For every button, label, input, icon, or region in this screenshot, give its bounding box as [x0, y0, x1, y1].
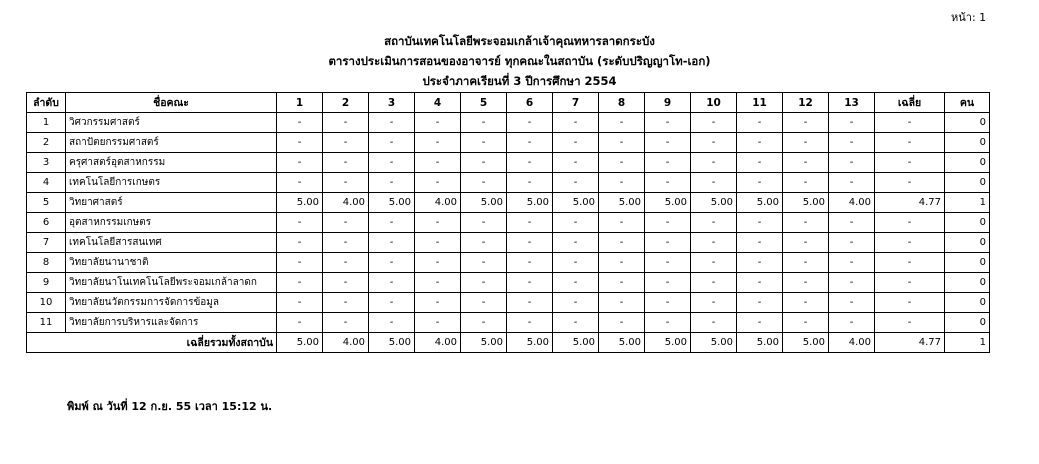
faculty-name: วิศวกรรมศาสตร์ — [66, 113, 277, 133]
score-cell: - — [829, 173, 875, 193]
score-cell: - — [783, 213, 829, 233]
score-cell: - — [323, 113, 369, 133]
score-cell: - — [461, 133, 507, 153]
total-average-cell: 4.77 — [875, 333, 945, 353]
score-cell: - — [829, 313, 875, 333]
score-cell: - — [461, 293, 507, 313]
table-row — [27, 173, 990, 193]
total-score-cell: 5.00 — [599, 333, 645, 353]
table-row — [27, 273, 990, 293]
table-row — [27, 253, 990, 273]
score-cell: - — [599, 273, 645, 293]
score-cell: - — [369, 173, 415, 193]
score-cell: - — [323, 173, 369, 193]
score-cell: - — [645, 213, 691, 233]
faculty-name: วิทยาลัยการบริหารและจัดการ — [66, 313, 277, 333]
table-row — [27, 113, 990, 133]
count-cell: 0 — [945, 253, 990, 273]
score-cell: - — [415, 133, 461, 153]
score-cell: - — [737, 133, 783, 153]
row-number: 6 — [27, 213, 66, 233]
score-cell: - — [829, 133, 875, 153]
column-header: ลำดับ — [27, 93, 66, 113]
score-cell: - — [277, 213, 323, 233]
faculty-name: ครุศาสตร์อุตสาหกรรม — [66, 153, 277, 173]
column-header: 12 — [783, 93, 829, 113]
score-cell: - — [553, 213, 599, 233]
count-cell: 0 — [945, 113, 990, 133]
score-cell: - — [323, 273, 369, 293]
score-cell: - — [415, 233, 461, 253]
page-number: หน้า: 1 — [951, 11, 987, 24]
table-row — [27, 233, 990, 253]
table-row — [27, 213, 990, 233]
score-cell: - — [829, 233, 875, 253]
score-cell: - — [783, 113, 829, 133]
score-cell: - — [599, 173, 645, 193]
score-cell: - — [645, 253, 691, 273]
average-cell: - — [875, 273, 945, 293]
count-cell: 1 — [945, 193, 990, 213]
score-cell: - — [691, 233, 737, 253]
column-header: 13 — [829, 93, 875, 113]
faculty-name: อุตสาหกรรมเกษตร — [66, 213, 277, 233]
row-number: 4 — [27, 173, 66, 193]
score-cell: - — [461, 253, 507, 273]
total-score-cell: 5.00 — [645, 333, 691, 353]
count-cell: 0 — [945, 233, 990, 253]
score-cell: - — [507, 293, 553, 313]
score-cell: - — [507, 273, 553, 293]
score-cell: 5.00 — [599, 193, 645, 213]
score-cell: - — [783, 313, 829, 333]
score-cell: - — [829, 113, 875, 133]
score-cell: - — [415, 313, 461, 333]
score-cell: - — [691, 113, 737, 133]
average-cell: - — [875, 173, 945, 193]
score-cell: 5.00 — [691, 193, 737, 213]
score-cell: - — [553, 293, 599, 313]
row-number: 2 — [27, 133, 66, 153]
score-cell: - — [829, 153, 875, 173]
count-cell: 0 — [945, 153, 990, 173]
score-cell: - — [783, 293, 829, 313]
column-header: 7 — [553, 93, 599, 113]
score-cell: - — [369, 293, 415, 313]
score-cell: - — [829, 293, 875, 313]
score-cell: - — [553, 273, 599, 293]
column-header: เฉลี่ย — [875, 93, 945, 113]
score-cell: - — [783, 173, 829, 193]
column-header: 8 — [599, 93, 645, 113]
count-cell: 0 — [945, 293, 990, 313]
score-cell: - — [829, 273, 875, 293]
score-cell: - — [599, 113, 645, 133]
score-cell: - — [553, 133, 599, 153]
score-cell: - — [645, 313, 691, 333]
score-cell: - — [415, 273, 461, 293]
score-cell: - — [691, 173, 737, 193]
score-cell: - — [645, 293, 691, 313]
table-row — [27, 293, 990, 313]
score-cell: - — [507, 253, 553, 273]
score-cell: - — [599, 213, 645, 233]
score-cell: - — [691, 253, 737, 273]
score-cell: - — [737, 233, 783, 253]
score-cell: 5.00 — [369, 193, 415, 213]
score-cell: - — [553, 153, 599, 173]
score-cell: - — [691, 273, 737, 293]
total-score-cell: 5.00 — [783, 333, 829, 353]
score-cell: - — [369, 153, 415, 173]
score-cell: - — [277, 313, 323, 333]
total-score-cell: 5.00 — [737, 333, 783, 353]
score-cell: - — [277, 113, 323, 133]
row-number: 10 — [27, 293, 66, 313]
score-cell: - — [507, 153, 553, 173]
score-cell: - — [461, 213, 507, 233]
total-score-cell: 5.00 — [507, 333, 553, 353]
total-score-cell: 5.00 — [369, 333, 415, 353]
column-header: คน — [945, 93, 990, 113]
score-cell: - — [461, 153, 507, 173]
score-cell: - — [277, 133, 323, 153]
table-row — [27, 193, 990, 213]
institute-title: สถาบันเทคโนโลยีพระจอมเกล้าเจ้าคุณทหารลาดกระบัง — [384, 34, 655, 48]
row-number: 11 — [27, 313, 66, 333]
score-cell: - — [277, 153, 323, 173]
score-cell: - — [599, 153, 645, 173]
score-cell: - — [737, 173, 783, 193]
score-cell: - — [323, 133, 369, 153]
column-header: 2 — [323, 93, 369, 113]
score-cell: - — [783, 233, 829, 253]
score-cell: - — [645, 273, 691, 293]
score-cell: - — [645, 153, 691, 173]
row-number: 9 — [27, 273, 66, 293]
score-cell: - — [553, 233, 599, 253]
score-cell: 4.00 — [829, 193, 875, 213]
table-body — [27, 113, 990, 353]
score-cell: - — [507, 213, 553, 233]
score-cell: 5.00 — [461, 193, 507, 213]
score-cell: - — [369, 113, 415, 133]
semester-title: ประจำภาคเรียนที่ 3 ปีการศึกษา 2554 — [422, 74, 617, 88]
score-cell: - — [415, 213, 461, 233]
column-header: 9 — [645, 93, 691, 113]
score-cell: - — [369, 313, 415, 333]
score-cell: - — [599, 293, 645, 313]
total-score-cell: 4.00 — [415, 333, 461, 353]
total-score-cell: 5.00 — [461, 333, 507, 353]
score-cell: - — [277, 173, 323, 193]
total-label: เฉลี่ยรวมทั้งสถาบัน — [27, 333, 277, 353]
score-cell: - — [415, 113, 461, 133]
score-cell: - — [369, 253, 415, 273]
score-cell: - — [461, 313, 507, 333]
score-cell: - — [507, 173, 553, 193]
report-title: ตารางประเมินการสอนของอาจารย์ ทุกคณะในสถาบัน (ระดับปริญญาโท-เอก) — [328, 54, 711, 68]
total-row — [27, 333, 990, 353]
row-number: 1 — [27, 113, 66, 133]
average-cell: 4.77 — [875, 193, 945, 213]
score-cell: - — [369, 133, 415, 153]
column-header: 6 — [507, 93, 553, 113]
score-cell: - — [369, 213, 415, 233]
score-cell: - — [691, 213, 737, 233]
score-cell: - — [737, 293, 783, 313]
column-header: 10 — [691, 93, 737, 113]
average-cell: - — [875, 233, 945, 253]
count-cell: 0 — [945, 313, 990, 333]
score-cell: 5.00 — [277, 193, 323, 213]
score-cell: - — [323, 153, 369, 173]
total-score-cell: 5.00 — [277, 333, 323, 353]
print-timestamp: พิมพ์ ณ วันที่ 12 ก.ย. 55 เวลา 15:12 น. — [67, 400, 273, 413]
average-cell: - — [875, 133, 945, 153]
score-cell: - — [553, 113, 599, 133]
average-cell: - — [875, 213, 945, 233]
score-cell: - — [415, 153, 461, 173]
score-cell: - — [599, 133, 645, 153]
score-cell: - — [461, 233, 507, 253]
average-cell: - — [875, 153, 945, 173]
score-cell: - — [691, 313, 737, 333]
score-cell: 5.00 — [553, 193, 599, 213]
score-cell: 4.00 — [415, 193, 461, 213]
score-cell: - — [737, 313, 783, 333]
score-cell: - — [645, 133, 691, 153]
faculty-name: วิทยาศาสตร์ — [66, 193, 277, 213]
total-score-cell: 4.00 — [829, 333, 875, 353]
column-header: 3 — [369, 93, 415, 113]
faculty-name: วิทยาลัยนานาชาติ — [66, 253, 277, 273]
score-cell: - — [737, 153, 783, 173]
score-cell: - — [645, 173, 691, 193]
total-count-cell: 1 — [945, 333, 990, 353]
score-cell: - — [277, 293, 323, 313]
row-number: 7 — [27, 233, 66, 253]
score-cell: - — [645, 233, 691, 253]
score-cell: - — [323, 253, 369, 273]
score-cell: 5.00 — [645, 193, 691, 213]
score-cell: - — [783, 273, 829, 293]
score-cell: 5.00 — [507, 193, 553, 213]
score-cell: - — [461, 273, 507, 293]
score-cell: - — [277, 233, 323, 253]
table-row — [27, 153, 990, 173]
table-row — [27, 313, 990, 333]
faculty-name: เทคโนโลยีการเกษตร — [66, 173, 277, 193]
score-cell: - — [599, 253, 645, 273]
score-cell: - — [645, 113, 691, 133]
total-score-cell: 5.00 — [553, 333, 599, 353]
count-cell: 0 — [945, 173, 990, 193]
score-cell: - — [599, 233, 645, 253]
score-cell: - — [553, 253, 599, 273]
row-number: 5 — [27, 193, 66, 213]
score-cell: - — [323, 213, 369, 233]
count-cell: 0 — [945, 273, 990, 293]
score-cell: - — [369, 233, 415, 253]
score-cell: - — [737, 213, 783, 233]
column-header: 11 — [737, 93, 783, 113]
row-number: 3 — [27, 153, 66, 173]
column-header: ชื่อคณะ — [66, 93, 277, 113]
table-header-row — [27, 93, 990, 113]
count-cell: 0 — [945, 213, 990, 233]
row-number: 8 — [27, 253, 66, 273]
column-header: 1 — [277, 93, 323, 113]
faculty-name: วิทยาลัยนวัตกรรมการจัดการข้อมูล — [66, 293, 277, 313]
score-cell: - — [691, 153, 737, 173]
score-cell: - — [369, 273, 415, 293]
score-cell: - — [553, 313, 599, 333]
count-cell: 0 — [945, 133, 990, 153]
score-cell: - — [783, 133, 829, 153]
faculty-name: สถาปัตยกรรมศาสตร์ — [66, 133, 277, 153]
score-cell: - — [829, 213, 875, 233]
score-cell: - — [553, 173, 599, 193]
average-cell: - — [875, 293, 945, 313]
score-cell: 5.00 — [783, 193, 829, 213]
score-cell: - — [783, 153, 829, 173]
total-score-cell: 5.00 — [691, 333, 737, 353]
score-cell: - — [737, 273, 783, 293]
score-cell: - — [461, 173, 507, 193]
column-header: 4 — [415, 93, 461, 113]
score-cell: - — [783, 253, 829, 273]
score-cell: - — [737, 253, 783, 273]
score-cell: - — [507, 313, 553, 333]
faculty-name: วิทยาลัยนาโนเทคโนโลยีพระจอมเกล้าลาดก — [66, 273, 277, 293]
score-cell: - — [691, 293, 737, 313]
score-cell: - — [323, 293, 369, 313]
score-cell: - — [277, 253, 323, 273]
evaluation-table — [26, 92, 990, 353]
score-cell: - — [323, 313, 369, 333]
score-cell: - — [507, 113, 553, 133]
score-cell: - — [277, 273, 323, 293]
report-titles — [0, 31, 1039, 91]
score-cell: - — [507, 233, 553, 253]
score-cell: - — [415, 293, 461, 313]
score-cell: - — [415, 253, 461, 273]
average-cell: - — [875, 253, 945, 273]
score-cell: - — [599, 313, 645, 333]
average-cell: - — [875, 113, 945, 133]
faculty-name: เทคโนโลยีสารสนเทศ — [66, 233, 277, 253]
score-cell: - — [737, 113, 783, 133]
score-cell: - — [691, 133, 737, 153]
score-cell: - — [829, 253, 875, 273]
column-header: 5 — [461, 93, 507, 113]
total-score-cell: 4.00 — [323, 333, 369, 353]
average-cell: - — [875, 313, 945, 333]
score-cell: - — [323, 233, 369, 253]
score-cell: - — [461, 113, 507, 133]
score-cell: 4.00 — [323, 193, 369, 213]
score-cell: - — [415, 173, 461, 193]
score-cell: - — [507, 133, 553, 153]
table-row — [27, 133, 990, 153]
score-cell: 5.00 — [737, 193, 783, 213]
